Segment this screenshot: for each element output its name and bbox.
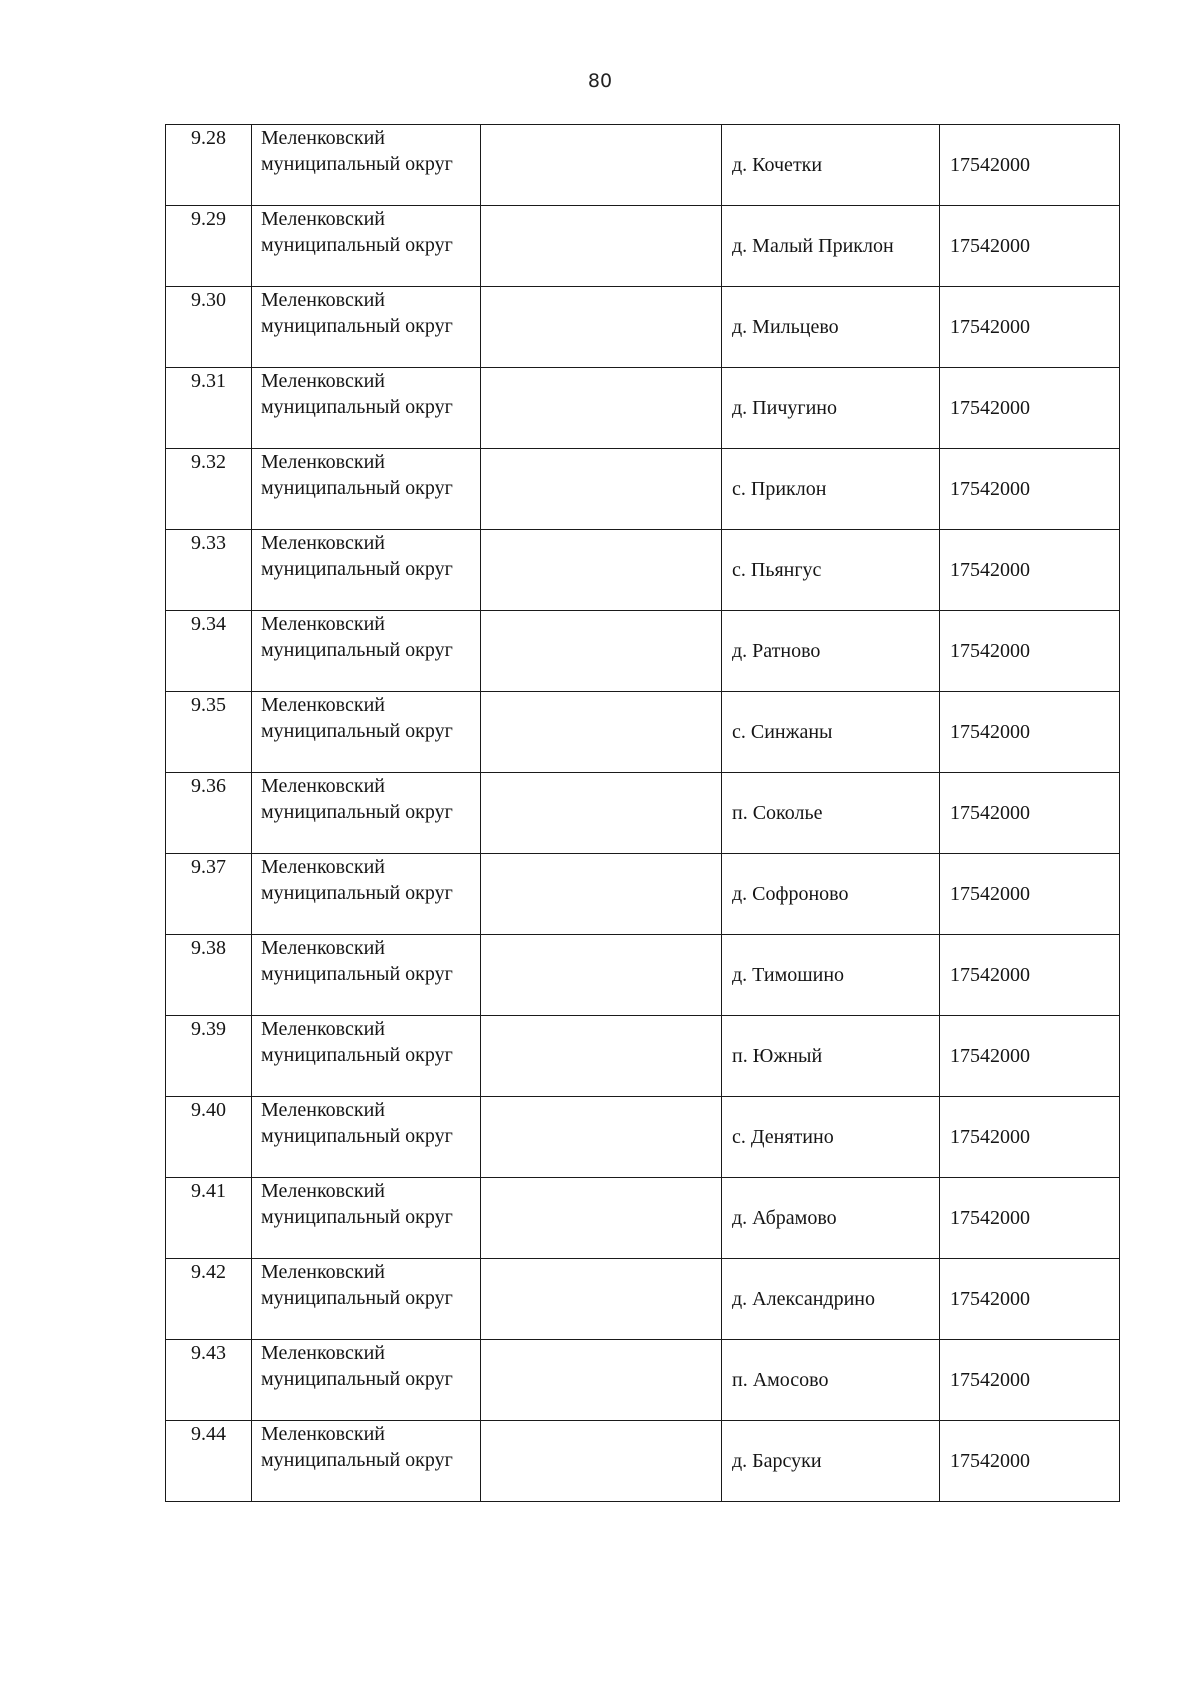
empty-cell [481,530,722,611]
district-cell: Меленковский муниципальный округ [252,773,481,854]
locality-cell: д. Тимошино [722,935,940,1016]
district-cell: Меленковский муниципальный округ [252,206,481,287]
empty-cell [481,935,722,1016]
row-number-cell: 9.38 [166,935,252,1016]
table-row [166,1016,1120,1097]
locality-cell: д. Абрамово [722,1178,940,1259]
oktmo-code-cell: 17542000 [940,854,1120,935]
oktmo-code-cell: 17542000 [940,1259,1120,1340]
table-row [166,854,1120,935]
oktmo-code-cell: 17542000 [940,692,1120,773]
row-number-cell: 9.36 [166,773,252,854]
oktmo-code-cell: 17542000 [940,1421,1120,1502]
row-number-cell: 9.44 [166,1421,252,1502]
empty-cell [481,1259,722,1340]
page-number: 80 [587,70,613,92]
locality-cell: с. Синжаны [722,692,940,773]
table-row [166,125,1120,206]
district-cell: Меленковский муниципальный округ [252,692,481,773]
locality-cell: п. Амосово [722,1340,940,1421]
row-number-cell: 9.40 [166,1097,252,1178]
empty-cell [481,854,722,935]
oktmo-code-cell: 17542000 [940,530,1120,611]
district-cell: Меленковский муниципальный округ [252,1421,481,1502]
locality-cell: п. Сокольe [722,773,940,854]
district-cell: Меленковский муниципальный округ [252,1097,481,1178]
table-row [166,206,1120,287]
district-cell: Меленковский муниципальный округ [252,125,481,206]
row-number-cell: 9.32 [166,449,252,530]
district-cell: Меленковский муниципальный округ [252,935,481,1016]
empty-cell [481,368,722,449]
locality-cell: д. Малый Приклон [722,206,940,287]
oktmo-code-cell: 17542000 [940,1097,1120,1178]
district-cell: Меленковский муниципальный округ [252,611,481,692]
row-number-cell: 9.39 [166,1016,252,1097]
empty-cell [481,1178,722,1259]
table-row [166,449,1120,530]
table-row [166,1097,1120,1178]
oktmo-code-cell: 17542000 [940,1016,1120,1097]
empty-cell [481,1097,722,1178]
row-number-cell: 9.41 [166,1178,252,1259]
row-number-cell: 9.31 [166,368,252,449]
locality-cell: с. Приклон [722,449,940,530]
empty-cell [481,773,722,854]
row-number-cell: 9.37 [166,854,252,935]
table-row [166,1259,1120,1340]
table-row [166,368,1120,449]
locality-cell: д. Софроново [722,854,940,935]
locality-cell: д. Пичугино [722,368,940,449]
table-row [166,1178,1120,1259]
table-row [166,773,1120,854]
district-cell: Меленковский муниципальный округ [252,1016,481,1097]
locality-cell: с. Денятино [722,1097,940,1178]
district-cell: Меленковский муниципальный округ [252,449,481,530]
table-body [166,125,1120,1502]
locality-cell: д. Ратново [722,611,940,692]
empty-cell [481,125,722,206]
table-row [166,1340,1120,1421]
oktmo-code-cell: 17542000 [940,368,1120,449]
district-cell: Меленковский муниципальный округ [252,287,481,368]
table-row [166,530,1120,611]
row-number-cell: 9.29 [166,206,252,287]
oktmo-code-cell: 17542000 [940,611,1120,692]
empty-cell [481,1421,722,1502]
empty-cell [481,692,722,773]
row-number-cell: 9.33 [166,530,252,611]
district-cell: Меленковский муниципальный округ [252,530,481,611]
district-cell: Меленковский муниципальный округ [252,1340,481,1421]
district-cell: Меленковский муниципальный округ [252,1259,481,1340]
oktmo-code-cell: 17542000 [940,449,1120,530]
empty-cell [481,1016,722,1097]
table-row [166,287,1120,368]
district-cell: Меленковский муниципальный округ [252,854,481,935]
row-number-cell: 9.42 [166,1259,252,1340]
oktmo-code-cell: 17542000 [940,125,1120,206]
district-cell: Меленковский муниципальный округ [252,368,481,449]
row-number-cell: 9.30 [166,287,252,368]
table-row [166,692,1120,773]
row-number-cell: 9.43 [166,1340,252,1421]
oktmo-code-cell: 17542000 [940,1340,1120,1421]
locality-cell: д. Барсуки [722,1421,940,1502]
row-number-cell: 9.35 [166,692,252,773]
empty-cell [481,206,722,287]
locality-cell: д. Мильцево [722,287,940,368]
locality-cell: д. Александрино [722,1259,940,1340]
oktmo-code-cell: 17542000 [940,773,1120,854]
table-row [166,1421,1120,1502]
oktmo-code-cell: 17542000 [940,206,1120,287]
district-cell: Меленковский муниципальный округ [252,1178,481,1259]
table-row [166,611,1120,692]
locality-cell: с. Пьянгус [722,530,940,611]
row-number-cell: 9.28 [166,125,252,206]
empty-cell [481,449,722,530]
table-row [166,935,1120,1016]
locality-table [165,124,1120,1502]
row-number-cell: 9.34 [166,611,252,692]
locality-cell: д. Кочетки [722,125,940,206]
empty-cell [481,287,722,368]
oktmo-code-cell: 17542000 [940,935,1120,1016]
oktmo-code-cell: 17542000 [940,287,1120,368]
empty-cell [481,611,722,692]
empty-cell [481,1340,722,1421]
locality-cell: п. Южный [722,1016,940,1097]
oktmo-code-cell: 17542000 [940,1178,1120,1259]
